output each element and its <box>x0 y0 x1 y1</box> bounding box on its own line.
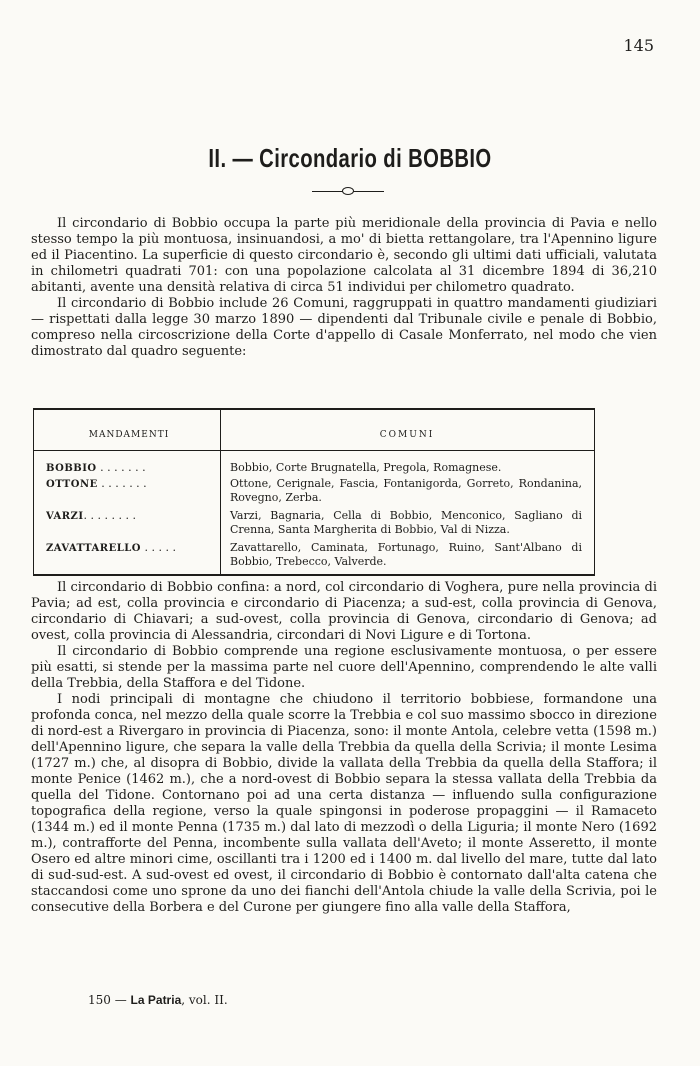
paragraph: Il circondario di Bobbio confina: a nord, col circondario di Voghera, pure nella provincia di Pavia; ad est, colla provincia e circondario di Piacenza; a sud-est, colla provincia di Genova, circondario di Chiavari; a sud-ovest, colla provincia di Genova, circondario di Genova; ad ovest, colla provincia di Alessandria, circondari di Novi Ligure e di Tortona. <box>31 580 657 643</box>
header-divider <box>34 450 594 451</box>
mandamenti-table <box>33 408 595 576</box>
mandamento-name: BOBBIO <box>46 463 97 474</box>
leader-dots: . . . . . <box>140 541 176 554</box>
comuni-cell: Ottone, Cerignale, Fascia, Fontanigorda, Gorreto, Rondanina, Rovegno, Zerba. <box>230 477 582 504</box>
comuni-cell: Varzi, Bagnaria, Cella di Bobbio, Menconico, Sagliano di Crenna, Santa Margherita di Bobbio, Val di Nizza. <box>230 509 582 536</box>
header-comuni: COMUNI <box>379 430 435 440</box>
chapter-title: II. — Circondario di BOBBIO <box>208 143 492 173</box>
footer-title: La Patria <box>130 993 182 1007</box>
leader-dots: . . . . . . . <box>96 461 146 474</box>
mandamento-cell <box>46 477 212 492</box>
leader-dots: . . . . . . . . <box>83 509 136 522</box>
mandamento-cell <box>46 541 212 556</box>
page-footer <box>88 993 228 1007</box>
leader-dots: . . . . . . . <box>97 477 147 490</box>
paragraph: Il circondario di Bobbio comprende una regione esclusivamente montuosa, o per essere più esatti, si stende per la massima parte nel cuore dell'Apennino, comprendendo le alte valli della Trebbia, della Staffora e del Tidone. <box>31 644 657 691</box>
paragraph: Il circondario di Bobbio occupa la parte più meridionale della provincia di Pavia e nello stesso tempo la più montuosa, insinuandosi, a mo' di bietta rettangolare, tra l'Apennino ligure ed il Piacentino. La superficie di questo circondario è, secondo gli ultimi dati ufficiali, valutata in chilometri quadrati 701: con una popolazione calcolata al 31 dicembre 1894 di 36,210 abitanti, avente una densità relativa di circa 51 individui per chilometro quadrato. <box>31 216 657 295</box>
mandamento-cell <box>46 461 212 476</box>
body-text <box>31 580 657 916</box>
comuni-cell: Bobbio, Corte Brugnatella, Pregola, Romagnese. <box>230 461 502 474</box>
footer-volume: , vol. II. <box>181 993 228 1007</box>
title-ornament <box>312 186 384 196</box>
mandamento-cell <box>46 509 212 524</box>
mandamento-name: OTTONE <box>46 479 98 490</box>
comuni-cell: Zavattarello, Caminata, Fortunago, Ruino, Sant'Albano di Bobbio, Trebecco, Valverde. <box>230 541 582 568</box>
mandamento-name: VARZI <box>46 511 84 522</box>
mandamento-name: ZAVATTARELLO <box>46 543 141 554</box>
paragraph: Il circondario di Bobbio include 26 Comuni, raggruppati in quattro mandamenti giudiziari — rispettati dalla legge 30 marzo 1890 — dipendenti dal Tribunale civile e penale di Bobbio, compreso nella circoscrizione della Corte d'appello di Casale Monferrato, nel modo che vien dimostrato dal quadro seguente: <box>31 296 657 359</box>
page-number: 145 <box>623 36 654 55</box>
header-mandamenti: MANDAMENTI <box>88 430 170 440</box>
paragraph: I nodi principali di montagne che chiudono il territorio bobbiese, formandone una profonda conca, nel mezzo della quale scorre la Trebbia e col suo massimo sbocco in direzione di nord-est a Rivergaro in provincia di Piacenza, sono: il monte Antola, celebre vetta (1598 m.) dell'Apennino ligure, che separa la valle della Trebbia da quella della Scrivia; il monte Lesima (1727 m.) che, al disopra di Bobbio, divide la vallata della Trebbia da quella della Staffora; il monte Penice (1462 m.), che a nord-ovest di Bobbio separa la stessa vallata della Trebbia da quella del Tidone. Contornano poi ad una certa distanza — influendo sulla configurazione topografica della regione, verso la quale spingonsi in poderose propaggini — il Ramaceto (1344 m.) ed il monte Penna (1735 m.) dal lato di mezzodì o della Liguria; il monte Nero (1692 m.), contrafforte del Penna, incombente sulla vallata dell'Aveto; il monte Asseretto, il monte Osero ed altre minori cime, oscillanti tra i 1200 ed i 1400 m. dal livello del mare, tutte dal lato di sud-sud-est. A sud-ovest ed ovest, il circondario di Bobbio è contornato dall'alta catena che staccandosi come uno sprone da uno dei fianchi dell'Antola chiude la valle della Scrivia, poi le consecutive della Borbera e del Curone per giungere fino alla valle della Staffora, <box>31 692 657 915</box>
footer-ref: 150 — <box>88 993 127 1007</box>
intro-text <box>31 216 657 360</box>
